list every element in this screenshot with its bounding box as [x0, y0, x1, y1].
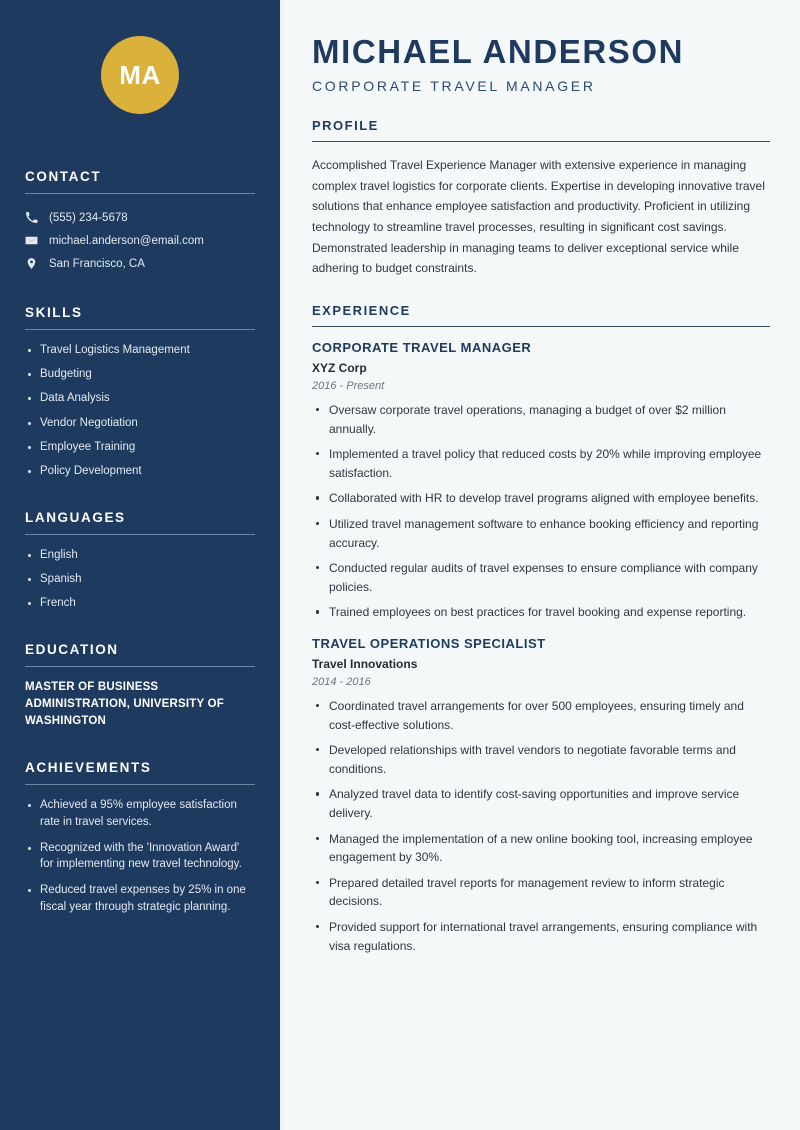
- list-item: Managed the implementation of a new online booking tool, increasing employee engagement by 30%.: [312, 830, 770, 867]
- main-content: [284, 0, 800, 1130]
- languages-divider: [25, 534, 255, 535]
- experience-heading: EXPERIENCE: [312, 302, 411, 318]
- list-item: Oversaw corporate travel operations, managing a budget of over $2 million annually.: [312, 401, 770, 438]
- list-item: Developed relationships with travel vendors to negotiate favorable terms and conditions.: [312, 741, 770, 778]
- job-role-subtitle: CORPORATE TRAVEL MANAGER: [312, 77, 596, 94]
- languages-list: [25, 547, 255, 612]
- list-item: Achieved a 95% employee satisfaction rate in travel services.: [25, 797, 255, 830]
- list-item: Analyzed travel data to identify cost-saving opportunities and improve service delivery.: [312, 785, 770, 822]
- education-entry: MASTER OF BUSINESS ADMINISTRATION, UNIVERSITY OF WASHINGTON: [25, 680, 224, 728]
- page-title: MICHAEL ANDERSON: [312, 33, 685, 70]
- education-divider: [25, 666, 255, 667]
- job-dates: 2016 - Present: [312, 380, 385, 393]
- list-item: Reduced travel expenses by 25% in one fiscal year through strategic planning.: [25, 882, 255, 915]
- contact-phone-value: (555) 234-5678: [49, 211, 128, 224]
- experience-entry: [312, 340, 770, 622]
- contact-email[interactable]: [25, 229, 255, 252]
- list-item: Budgeting: [25, 366, 255, 383]
- job-company: XYZ Corp: [312, 361, 367, 376]
- job-bullets: [312, 697, 770, 955]
- achievements-divider: [25, 784, 255, 785]
- skills-divider: [25, 329, 255, 330]
- achievements-list: [25, 797, 255, 915]
- location-pin-icon: [25, 257, 38, 270]
- achievements-section: [25, 760, 255, 915]
- profile-text: Accomplished Travel Experience Manager with extensive experience in managing complex travel logistics for corporate clients. Expertise in developing innovative travel solutions that enhance employee satisfaction and productivity. Proficient in utilizing technology to streamline travel processes, resulting in significant cost savings. Demonstrated leadership in managing teams to deliver exceptional service while adhering to budget constraints.: [312, 158, 765, 276]
- achievements-heading: ACHIEVEMENTS: [25, 760, 152, 776]
- education-section: [25, 642, 255, 731]
- list-item: French: [25, 595, 255, 612]
- list-item: Provided support for international travel arrangements, ensuring compliance with visa regulations.: [312, 918, 770, 955]
- job-bullets: [312, 401, 770, 622]
- contact-email-value: michael.anderson@email.com: [49, 234, 204, 247]
- skills-list: [25, 342, 255, 480]
- contact-location[interactable]: [25, 252, 255, 275]
- languages-section: [25, 510, 255, 612]
- languages-heading: LANGUAGES: [25, 509, 126, 525]
- list-item: Conducted regular audits of travel expenses to ensure compliance with company policies.: [312, 559, 770, 596]
- list-item: English: [25, 547, 255, 564]
- list-item: Policy Development: [25, 463, 255, 480]
- contact-section: [25, 169, 255, 275]
- list-item: Data Analysis: [25, 390, 255, 407]
- contact-list: [25, 206, 255, 275]
- experience-entry: [312, 636, 770, 955]
- skills-section: [25, 305, 255, 480]
- skills-heading: SKILLS: [25, 305, 83, 320]
- contact-divider: [25, 193, 255, 194]
- experience-divider: [312, 326, 770, 327]
- avatar: MA: [101, 36, 179, 114]
- list-item: Coordinated travel arrangements for over 500 employees, ensuring timely and cost-effective solutions.: [312, 697, 770, 734]
- list-item: Utilized travel management software to enhance booking efficiency and reporting accuracy.: [312, 515, 770, 552]
- avatar-container: [25, 0, 255, 124]
- job-dates: 2014 - 2016: [312, 676, 371, 689]
- job-company: Travel Innovations: [312, 657, 418, 672]
- list-item: Trained employees on best practices for travel booking and expense reporting.: [312, 603, 770, 622]
- profile-heading: PROFILE: [312, 117, 379, 133]
- list-item: Travel Logistics Management: [25, 342, 255, 359]
- education-heading: EDUCATION: [25, 641, 119, 657]
- list-item: Implemented a travel policy that reduced costs by 20% while improving employee satisfaction.: [312, 445, 770, 482]
- list-item: Collaborated with HR to develop travel programs aligned with employee benefits.: [312, 489, 770, 508]
- contact-heading: CONTACT: [25, 169, 102, 184]
- phone-icon: [25, 211, 38, 224]
- job-title: CORPORATE TRAVEL MANAGER: [312, 340, 532, 356]
- list-item: Vendor Negotiation: [25, 415, 255, 432]
- profile-divider: [312, 141, 770, 142]
- contact-location-value: San Francisco, CA: [49, 257, 145, 270]
- profile-section: [312, 118, 770, 279]
- job-title: TRAVEL OPERATIONS SPECIALIST: [312, 636, 546, 652]
- sidebar: [0, 0, 280, 1130]
- list-item: Employee Training: [25, 439, 255, 456]
- list-item: Recognized with the 'Innovation Award' for implementing new travel technology.: [25, 840, 255, 873]
- contact-phone[interactable]: [25, 206, 255, 229]
- list-item: Spanish: [25, 571, 255, 588]
- experience-section: [312, 303, 770, 955]
- list-item: Prepared detailed travel reports for management review to inform strategic decisions.: [312, 874, 770, 911]
- envelope-icon: [25, 234, 38, 247]
